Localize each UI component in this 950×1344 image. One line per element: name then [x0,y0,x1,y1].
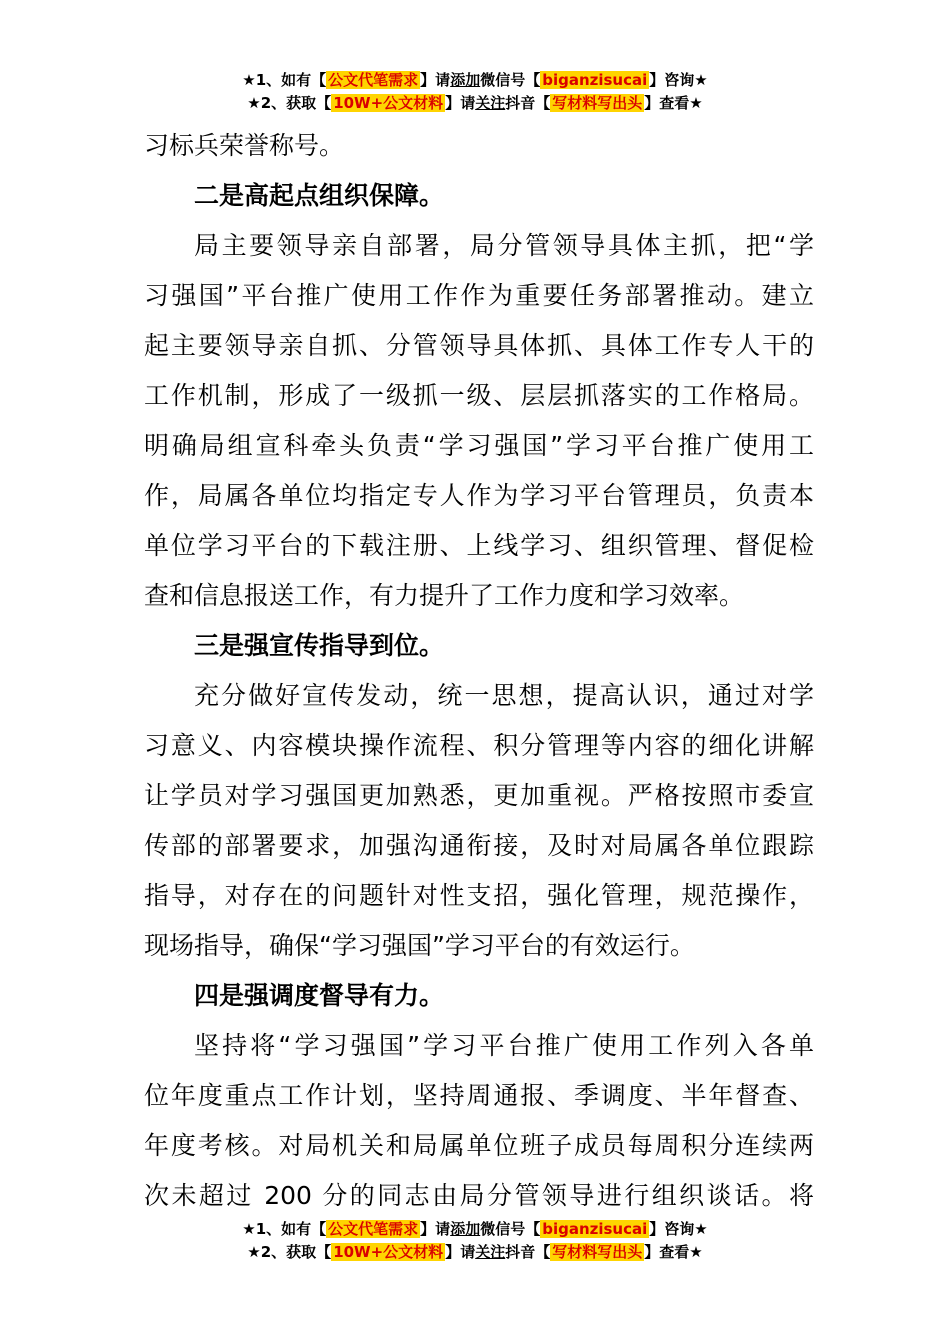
banner-text: 】查看★ [644,1243,703,1261]
underlined-text: 添加 [450,71,481,89]
banner-text: ★2、获取【 [247,94,332,112]
highlight-materials: 10W+公文材料 [333,1243,444,1261]
banner-text: 微信号【 [480,71,541,89]
body-line: 习强国”平台推广使用工作作为重要任务部署推动。建立 [144,281,814,310]
section-heading: 三是强宣传指导到位。 [194,631,445,660]
banner-line-1 [0,69,950,92]
header-banner [0,69,950,115]
section-heading: 四是强调度督导有力。 [194,981,445,1010]
body-line: 年度考核。对局机关和局属单位班子成员每周积分连续两 [144,1131,814,1160]
body-line: 单位学习平台的下载注册、上线学习、组织管理、督促检 [144,531,814,560]
underlined-text: 关注 [475,1243,506,1261]
body-line: 习标兵荣誉称号。 [144,131,345,160]
body-line: 位年度重点工作计划，坚持周通报、季调度、半年督查、 [144,1081,814,1110]
banner-line-2 [0,92,950,115]
body-line: 明确局组宣科牵头负责“学习强国”学习平台推广使用工 [144,431,814,460]
highlight-douyin-account: 写材料写出头 [552,94,643,112]
banner-text: 】请 [420,1220,451,1238]
body-line: 指导，对存在的问题针对性支招，强化管理，规范操作， [144,881,814,910]
banner-line-1 [0,1218,950,1241]
banner-text: 】查看★ [644,94,703,112]
banner-text: 】请 [420,71,451,89]
document-body [144,121,814,1221]
body-line: 坚持将“学习强国”学习平台推广使用工作列入各单 [194,1031,814,1060]
highlight-service: 公文代笔需求 [328,1220,419,1238]
body-line: 习意义、内容模块操作流程、积分管理等内容的细化讲解 [144,731,814,760]
body-line: 局主要领导亲自部署，局分管领导具体主抓，把“学 [194,231,814,260]
body-line: 作，局属各单位均指定专人作为学习平台管理员，负责本 [144,481,814,510]
body-line: 查和信息报送工作，有力提升了工作力度和学习效率。 [144,581,745,610]
section-heading: 二是高起点组织保障。 [194,181,445,210]
underlined-text: 关注 [475,94,506,112]
body-line: 充分做好宣传发动，统一思想，提高认识，通过对学 [194,681,814,710]
banner-text: 】请 [445,1243,476,1261]
body-line: 传部的部署要求，加强沟通衔接，及时对局属各单位跟踪 [144,831,814,860]
banner-text: ★2、获取【 [247,1243,332,1261]
banner-text: 】请 [445,94,476,112]
body-line: 起主要领导亲自抓、分管领导具体抓、具体工作专人干的 [144,331,814,360]
banner-text: ★1、如有【 [242,71,327,89]
highlight-wechat-id: biganzisucai [542,71,648,89]
footer-banner [0,1218,950,1264]
banner-text: 】咨询★ [649,1220,708,1238]
highlight-materials: 10W+公文材料 [333,94,444,112]
banner-text: 抖音【 [505,94,551,112]
banner-text: 微信号【 [480,1220,541,1238]
highlight-douyin-account: 写材料写出头 [552,1243,643,1261]
body-line: 次未超过 200 分的同志由局分管领导进行组织谈话。将 [144,1181,814,1210]
body-line: 工作机制，形成了一级抓一级、层层抓落实的工作格局。 [144,381,814,410]
underlined-text: 添加 [450,1220,481,1238]
highlight-wechat-id: biganzisucai [542,1220,648,1238]
banner-text: ★1、如有【 [242,1220,327,1238]
banner-line-2 [0,1241,950,1264]
body-line: 现场指导，确保“学习强国”学习平台的有效运行。 [144,931,695,960]
banner-text: 抖音【 [505,1243,551,1261]
highlight-service: 公文代笔需求 [328,71,419,89]
banner-text: 】咨询★ [649,71,708,89]
body-line: 让学员对学习强国更加熟悉，更加重视。严格按照市委宣 [144,781,814,810]
